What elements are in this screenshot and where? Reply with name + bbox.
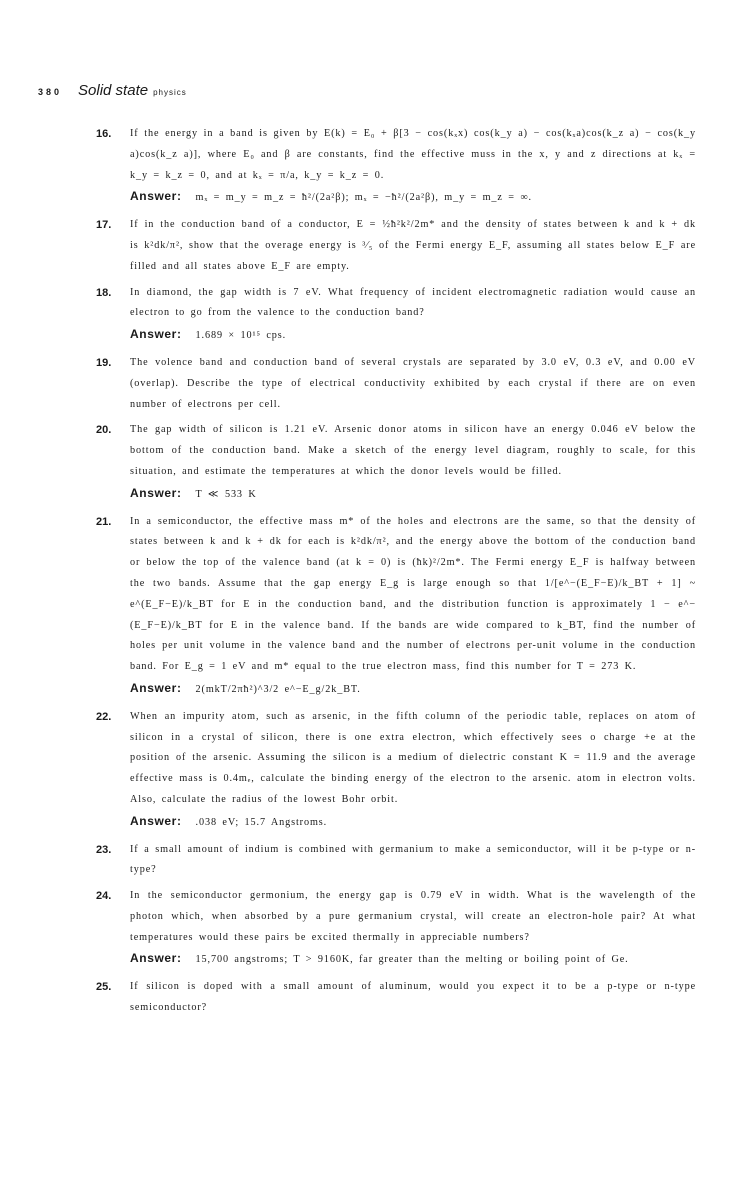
problem-item [96,512,696,701]
answer-label: Answer: [130,189,182,204]
problem-text: In a semiconductor, the effective mass m* of the holes and electrons are the same, so that the density of states between k and k + dk for each is k²dk/π², and the energy above the bottom of the conduction band or below the top of the valence band (at k = 0) is (ħk)²/2m*. The Fermi energy E_F is halfway between the two bands. Assume that the gap energy E_g is large enough so that 1/[e^−(E_F−E)/k_BT + 1] ~ e^(E_F−E)/k_BT for E in the conduction band, and the distribution function is approximately 1 − e^−(E_F−E)/k_BT for E in the valence band. If the bands are wide compared to k_BT, find the number of holes per unit volume in the valence band and the number of electrons per-unit volume in the conduction band. For E_g = 1 eV and m* equal to the true electron mass, find this number for T = 273 K. [130,515,696,673]
problem-number: 19. [96,356,112,369]
running-title: Solid state [78,82,149,99]
problem-item [96,977,696,1019]
answer-text: 2(mkT/2πħ²)^3/2 e^−E_g/2k_BT. [195,683,361,695]
problem-number: 23. [96,843,112,856]
problem-number: 22. [96,710,112,723]
problem-number: 24. [96,890,112,903]
answer-text: 15,700 angstroms; T > 9160K, far greater than the melting or boiling point of Ge. [195,954,629,966]
problem-number: 18. [96,286,112,299]
answer-label: Answer: [130,813,182,828]
problem-number: 25. [96,981,112,994]
answer-text: .038 eV; 15.7 Angstroms. [195,816,328,828]
answer-text: T ≪ 533 K [195,488,257,500]
problem-text: If the energy in a band is given by E(k) = E₀ + β[3 − cos(kₓx) cos(k_y a) − cos(kₓa)cos(k_z a) − cos(k_y a)cos(k_z a)], where E₀ and β are constants, find the effective muss in the x, y and z directions at kₓ = k_y = k_z = 0, and at kₓ = π/a, k_y = k_z = 0. [130,128,696,181]
problem-item [96,420,696,505]
problem-item [96,707,696,834]
problem-item [96,124,696,209]
problem-text: In diamond, the gap width is 7 eV. What frequency of incident electromagnetic radiation would cause an electron to go from the valence to the conduction band? [130,286,696,319]
problem-item [96,886,696,971]
answer-text: 1.689 × 10¹⁵ cps. [195,330,287,342]
problem-text: If in the conduction band of a conductor, E = ½ħ²k²/2m* and the density of states between k and k + dk is k²dk/π², show that the overage energy is ³⁄₅ of the Fermi energy E_F, assuming all states below E_F are filled and all states above E_F are empty. [130,219,696,272]
problem-text: If a small amount of indium is combined with germanium to make a semiconductor, will it be p-type or n-type? [130,843,696,876]
problem-item [96,283,696,347]
problem-text: If silicon is doped with a small amount of aluminum, would you expect it to be a p-type or n-type semiconductor? [130,981,696,1014]
page-header [38,82,187,99]
answer-label: Answer: [130,327,182,342]
problem-number: 21. [96,515,112,528]
running-subtitle: physics [153,88,187,97]
answer-label: Answer: [130,951,182,966]
answer-label: Answer: [130,485,182,500]
problem-text: The gap width of silicon is 1.21 eV. Arsenic donor atoms in silicon have an energy 0.046 eV below the bottom of the conduction band. Make a sketch of the energy level diagram, roughly to scale, for this situation, and estimate the temperatures at which the donor levels would be filled. [130,424,696,477]
problem-number: 17. [96,219,112,232]
problem-text: The volence band and conduction band of several crystals are separated by 3.0 eV, 0.3 eV, and 0.00 eV (overlap). Describe the type of electrical conductivity exhibited by each crystal if there are on even number of electrons per cell. [130,356,696,410]
problem-text: In the semiconductor germonium, the energy gap is 0.79 eV in width. What is the wavelength of the photon which, when absorbed by a pure germanium crystal, will create an electron-hole pair? At what temperatures would these pairs be excited thermally in appreciable numbers? [130,890,696,943]
answer-label: Answer: [130,680,182,695]
answer-text: mₓ = m_y = m_z = ħ²/(2a²β); mₓ = −ħ²/(2a²β), m_y = m_z = ∞. [195,192,533,204]
problem-list [96,124,696,1019]
problem-item [96,840,696,882]
problem-text: When an impurity atom, such as arsenic, in the fifth column of the periodic table, replaces on atom of silicon in a crystal of silicon, there is one extra electron, which effectively sees o charge +e at the position of the arsenic. Assuming the silicon is a medium of dielectric constant K = 11.9 and the average effective mass is 0.4mₑ, calculate the binding energy of the electron to the arsenic. atom in electron volts. Also, calculate the radius of the lowest Bohr orbit. [130,710,696,805]
problem-number: 20. [96,424,112,437]
problem-number: 16. [96,128,112,140]
page-number: 380 [38,87,63,97]
problem-item [96,353,696,415]
problem-item [96,215,696,277]
